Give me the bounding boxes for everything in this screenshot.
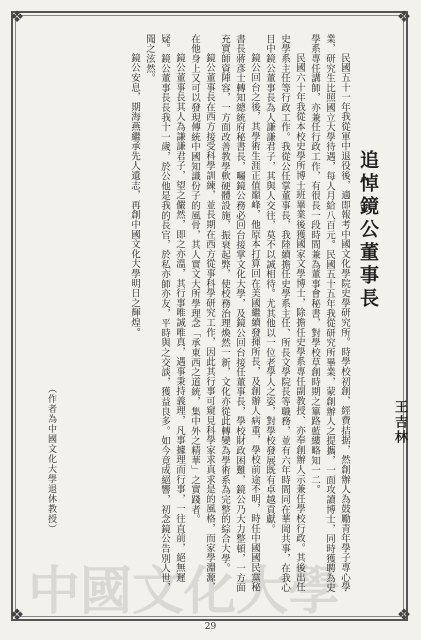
article-title: 追悼鏡公董事長 (357, 150, 379, 311)
corner-ornament-icon: ❖ (396, 605, 412, 624)
watermark-text: 中國文化大學 (28, 560, 341, 622)
paragraph-6: 鏡公安息，期海燕繼承先人遺志，再創中國文化大學明日之輝煌。 (129, 53, 140, 338)
page-number: 29 (204, 622, 217, 632)
paragraph-4: 鏡公董事長在西方接受科學訓練，並長期在西方從事科學研究工作，因此其行事可窺見科學家求真求是的風格，而家學淵源，在他身上又可以發現傳統中國知識份子的風骨，其人實文大所學理念「承東西之道統，集中外之精華」之實踐者。 (189, 34, 215, 592)
author-credit: （作者為中國文化大學退休教授） (46, 384, 56, 534)
paragraph-3: 鏡公回台之後，其學術生涯正值巔峰，他原本打算回在美國繼續發揮所長，及創辦人病重，學校前途不明，時任中國國民黨秘書長蔣彥士轉知總統府秘書長，囑鏡公務必回台接掌文化大學，及鏡公回台接任董事長，學校財政困難，鏡公乃大力整頓，一方面充實師資陣容，一方面改善教學軟硬體設施，振衰起弊，使校務治理煥然一新，文化亦從此轉變為學術系為完整的綜合大學。 (219, 34, 260, 593)
corner-ornament-icon: ❖ (396, 7, 412, 26)
corner-ornament-icon: ❖ (9, 7, 25, 26)
paragraph-1: 民國五十一年我從軍中退役後，適即報考中國文化學院史學研究所。時學校初創，經費拮据，然創辦人為鼓勵青年學子專心學業，研究生比照國立大學待遇，每人月給八百元。民國五十五年我從研究所畢業，蒙創辦人之提攜，一面攻讀博士，同時獲聘為史學系專任講師，亦兼任行政工作，有很長一段時間兼為董事會秘書，對學校草創時期之篳路藍縷略知一二。 (309, 34, 350, 593)
article-body (40, 34, 352, 600)
corner-ornament-icon: ❖ (9, 605, 25, 624)
paragraph-2: 民國六十年我從本校史學所博士班畢業後獲國家文學博士，除擔任史學系專任副教授、亦奉創辦人示兼任學校行政。其後出任史學系主任等行政工作。我從公任掌董事長，我陸續擔任史學系主任、所長文學院長等職務，並有六年時間同在華岡共事，在我心目中鏡公董事長為人謙謙君子，其與人交往，莫不以誠相待。尤其他以一位老學人之姿，對學校發展既有卓越貢獻。 (264, 34, 305, 593)
article-author: 王吉林 (392, 400, 407, 445)
paragraph-5: 鏡公董事長其人為謙謙君子，望之儼然，即之亦溫，其行事唯誠唯真，遇事秉持義理，凡事據理而行事，一往直前，絕無遲疑。鏡公董事長長我十一歲，於公他是我的長官，於私亦師亦友，平時與之交談，獲益良多。如今竟成絕響，初念鏡公告別人世，聞之泫然。 (144, 34, 185, 593)
